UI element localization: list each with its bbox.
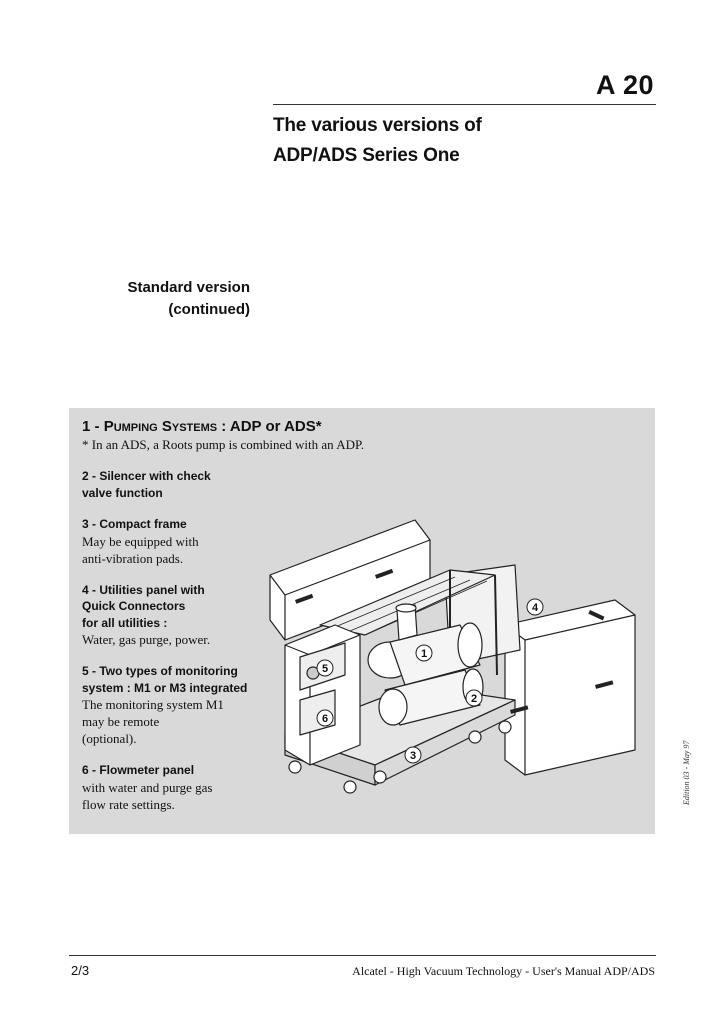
header-rule <box>273 104 656 105</box>
page-title <box>273 111 482 171</box>
callout-3 <box>405 747 421 763</box>
footer-rule <box>69 955 656 956</box>
legend-item-4-text-line-1: Water, gas purge, power. <box>82 632 211 647</box>
callout-4-label: 4 <box>531 602 539 614</box>
side-heading-line-1: Standard version <box>127 279 250 296</box>
callout-3-label: 3 <box>409 750 417 762</box>
legend-item-5-text-line-3: (optional). <box>82 731 137 746</box>
legend-item-1-note: * In an ADS, a Roots pump is combined with an ADP. <box>82 437 365 452</box>
callout-4 <box>527 599 543 615</box>
edition-text: Edition 03 - May 97 <box>682 740 691 805</box>
legend-item-5-text-line-2: may be remote <box>82 714 160 729</box>
callout-2 <box>466 690 482 706</box>
legend-item-3-text-line-1: May be equipped with <box>82 533 199 549</box>
callout-1 <box>416 645 432 661</box>
legend-item-3-text-line-2: anti-vibration pads. <box>82 550 184 566</box>
legend-item-5-text-line-1: The monitoring system M1 <box>82 697 224 712</box>
legend-item-2-heading-line-2: valve function <box>82 485 163 500</box>
legend-item-6-text-line-2: flow rate settings. <box>82 796 175 812</box>
legend-item-1-number: 1 - <box>82 418 104 435</box>
legend-item-6-text-line-1: with water and purge gas <box>82 779 213 795</box>
footer-text: Alcatel - High Vacuum Technology - User's Manual ADP/ADS <box>352 964 655 978</box>
callout-6-label: 6 <box>321 713 329 725</box>
callout-2-label: 2 <box>470 693 478 705</box>
legend-item-1-label-rest: : ADP or ADS* <box>217 418 322 435</box>
legend-item-2 <box>82 468 422 501</box>
legend-item-5-heading-line-2: system : M1 or M3 integrated <box>82 680 248 695</box>
side-heading-line-2: (continued) <box>168 301 250 318</box>
legend-item-3-heading: 3 - Compact frame <box>82 517 187 531</box>
legend-item-6-heading: 6 - Flowmeter panel <box>82 763 195 777</box>
callout-5 <box>317 660 333 676</box>
legend-item-4-heading-line-1: 4 - Utilities panel with <box>82 582 205 597</box>
side-heading <box>127 277 250 321</box>
legend-item-4-heading-line-2: Quick Connectors <box>82 599 186 613</box>
callout-5-label: 5 <box>321 663 329 675</box>
legend-item-1-heading <box>82 418 422 436</box>
page-title-line-1: The various versions of <box>273 115 482 136</box>
legend-item-2-heading-line-1: 2 - Silencer with check <box>82 469 211 483</box>
callout-1-label: 1 <box>420 648 428 660</box>
callout-6 <box>317 710 333 726</box>
pumping-system-illustration <box>265 515 645 800</box>
page-title-line-2: ADP/ADS Series One <box>273 145 460 166</box>
section-code: A 20 <box>595 70 654 100</box>
page-number: 2/3 <box>71 963 90 978</box>
legend-item-4-heading-line-3: for all utilities : <box>82 615 168 630</box>
legend-item-5-heading-line-1: 5 - Two types of monitoring <box>82 664 238 678</box>
legend-item-1-label: Pumping Systems <box>103 418 218 435</box>
